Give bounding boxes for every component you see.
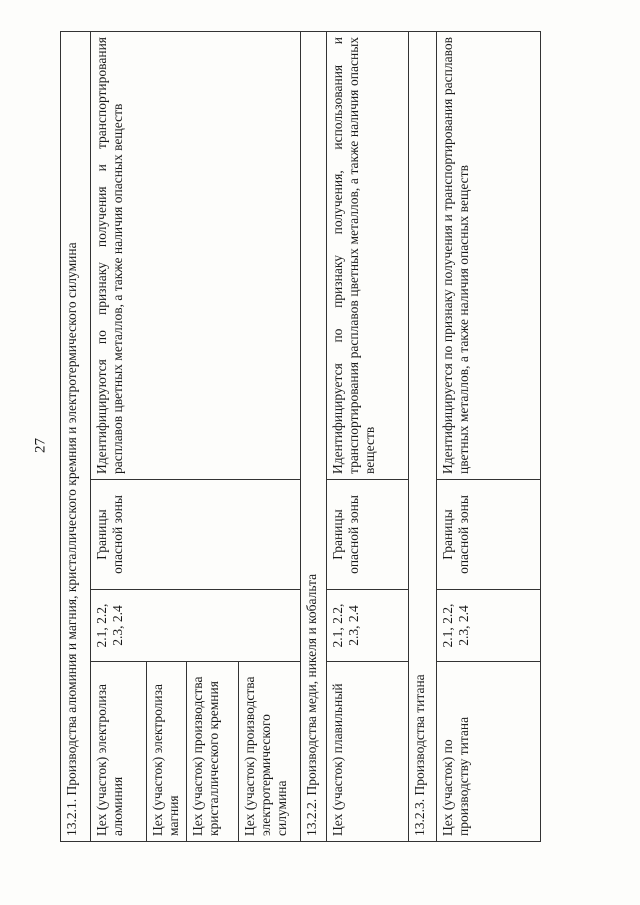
- hazard-codes: 2.1, 2.2, 2.3, 2.4: [91, 590, 301, 662]
- section-header-row: [301, 31, 327, 841]
- zone-boundary: Границы опасной зоны: [327, 480, 409, 590]
- page-number: 27: [32, 438, 49, 453]
- identification-description: Идентифицируются по признаку получения и транспортирования расплавов цветных металлов, а также наличия опасных веществ: [91, 31, 301, 479]
- table-row: [91, 31, 147, 841]
- rotated-page: [60, 32, 540, 842]
- workshop-name: Цех (участок) по производству титана: [437, 662, 541, 842]
- zone-boundary: Границы опасной зоны: [437, 480, 541, 590]
- section-title: 13.2.1. Производства алюминия и магния, кристаллического кремния и электротермического силумина: [61, 31, 91, 841]
- workshop-name: Цех (участок) производства электротермического силумина: [239, 662, 301, 842]
- workshop-name: Цех (участок) электролиза алюминия: [91, 662, 147, 842]
- hazard-codes: 2.1, 2.2, 2.3, 2.4: [327, 590, 409, 662]
- table-row: [327, 31, 409, 841]
- section-title: 13.2.2. Производства меди, никеля и кобальта: [301, 31, 327, 841]
- section-title: 13.2.3. Производства титана: [409, 31, 437, 841]
- section-header-row: [61, 31, 91, 841]
- zone-boundary: Границы опасной зоны: [91, 480, 301, 590]
- identification-description: Идентифицируется по признаку получения и транспортирования расплавов цветных металлов, а также наличия опасных веществ: [437, 31, 541, 479]
- workshop-name: Цех (участок) плавильный: [327, 662, 409, 842]
- table-container: [60, 32, 540, 842]
- table-row: [437, 31, 541, 841]
- workshop-name: Цех (участок) производства кристаллического кремния: [187, 662, 239, 842]
- hazard-table: [60, 31, 541, 842]
- identification-description: Идентифицируется по признаку получения, использования и транспортирования расплавов цветных металлов, а также наличия опасных веществ: [327, 31, 409, 479]
- section-header-row: [409, 31, 437, 841]
- workshop-name: Цех (участок) электролиза магния: [147, 662, 187, 842]
- hazard-codes: 2.1, 2.2, 2.3, 2.4: [437, 590, 541, 662]
